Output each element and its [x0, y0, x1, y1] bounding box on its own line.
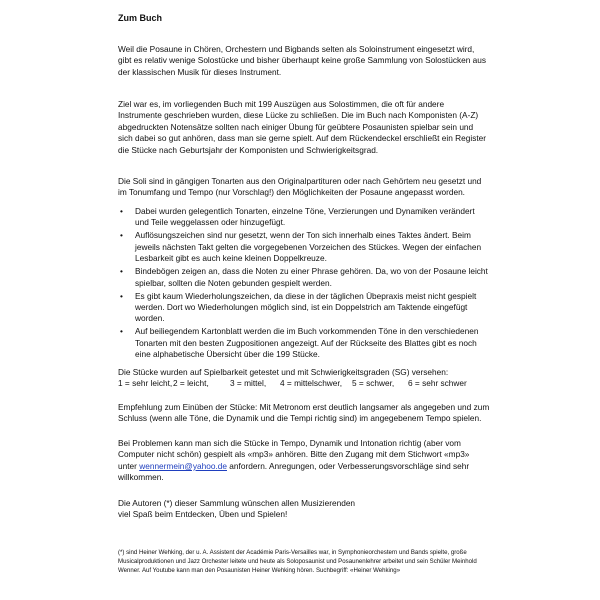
list-item: • Es gibt kaum Wiederholungszeichen, da diese in der täglichen Übepraxis meist nicht gespielt werden. Dort wo Wiederholungen möglich sind, ist ein Doppelstrich am Taktende eingefügt worden.	[118, 291, 490, 325]
paragraph-mp3	[118, 438, 490, 484]
page-title: Zum Buch	[118, 13, 162, 23]
list-item: • Auflösungszeichen sind nur gesetzt, wenn der Ton sich innerhalb eines Taktes ändert. Beim jeweils nächsten Takt gelten die vorgegebenen Vorzeichen des Stückes. Wegen der einfachen Lesbarkeit gibt es auch keine kleinen Doppelkreuze.	[118, 230, 490, 264]
list-item: • Auf beiliegendem Kartonblatt werden die im Buch vorkommenden Töne in den verschiedenen Tonarten mit den besten Zugpositionen angezeigt. Auf der Rückseite des Blattes gibt es noch eine alphabetische Übersicht über die 199 Stücke.	[118, 326, 490, 360]
grading-section	[118, 367, 490, 390]
mp3-text-before: Bei Problemen kann man sich die Stücke in Tempo, Dynamik und Intonation richtig (aber vom Computer nicht schön) gespielt als «mp3» anhören. Bitte den Zugang mit dem Stichwort «mp3» unter	[118, 438, 470, 471]
closing-note	[118, 498, 490, 521]
mp3-text-after: anfordern. Anregungen, oder Verbesserungsvorschläge sind sehr willkommen.	[118, 460, 470, 483]
list-item: • Dabei wurden gelegentlich Tonarten, einzelne Töne, Verzierungen und Dynamiken verändert und Teile weggelassen oder hinzugefügt.	[118, 206, 490, 229]
grading-scale	[118, 378, 490, 389]
closing-line-1: Die Autoren (*) dieser Sammlung wünschen allen Musizierenden	[118, 498, 356, 508]
paragraph-arrangement: Die Soli sind in gängigen Tonarten aus den Originalpartituren oder nach Gehörtem neu gesetzt und im Tonumfang und Tempo (nur Vorschlag!) den Möglichkeiten der Posaune angepasst worden.	[118, 176, 482, 198]
paragraph-practice: Empfehlung zum Einüben der Stücke: Mit Metronom erst deutlich langsamer als angegeben und zum Schluss (wenn alle Töne, die Dynamik und die Tempi richtig sind) im angegebenem Tempo spielen.	[118, 402, 490, 424]
email-link[interactable]: wennermein@yahoo.de	[139, 460, 227, 471]
grade-4: 4 = mittelschwer,	[280, 378, 343, 389]
grade-5: 5 = schwer,	[352, 378, 395, 389]
grade-3: 3 = mittel,	[230, 378, 267, 389]
grading-intro: Die Stücke wurden auf Spielbarkeit getestet und mit Schwierigkeitsgraden (SG) versehen:	[118, 367, 449, 377]
grade-6: 6 = sehr schwer	[408, 378, 467, 389]
paragraph-goal: Ziel war es, im vorliegenden Buch mit 199 Auszügen aus Solostimmen, die oft für andere Instrumente geschrieben wurden, diese Lücke zu schließen. Die im Buch nach Komponisten (A-Z) abgedruckten Notensätze sollten nach einiger Übung für geübtere Posaunisten spielbar sein und sich dabei so gut anhören, dass man sie gerne spielt. Auf dem Rückendeckel erschließt ein Register die Stücke nach Geburtsjahr der Komponisten und Schwierigkeitsgrad.	[118, 99, 487, 155]
paragraph-intro: Weil die Posaune in Chören, Orchestern und Bigbands selten als Soloinstrument eingesetzt wird, gibt es relativ wenige Solostücke und bisher überhaupt keine große Sammlung von Solostücken aus der klassischen Musik für dieses Instrument.	[118, 44, 487, 77]
list-item: • Bindebögen zeigen an, dass die Noten zu einer Phrase gehören. Da, wo von der Posaune leicht spielbar, sollten die Noten gebunden gespielt werden.	[118, 266, 490, 289]
footnote: (*) sind Heiner Wehking, der u. A. Assistent der Académie Paris-Versailles war, in Symphonieorchestern und Bands spielte, große Musicalproduktionen und Jazz Orchester leitete und heute als Soloposaunist und Posaunenlehrer arbeitet und sein Schüler Meinhold Wenner. Auf Youtube kann man den Posaunisten Heiner Wehking hören. Suchbegriff: «Heiner Wehking»	[118, 549, 477, 575]
grade-2: 2 = leicht,	[173, 378, 209, 389]
notes-list	[118, 206, 490, 362]
closing-line-2: viel Spaß beim Entdecken, Üben und Spielen!	[118, 509, 288, 520]
grade-1: 1 = sehr leicht,	[118, 378, 173, 389]
